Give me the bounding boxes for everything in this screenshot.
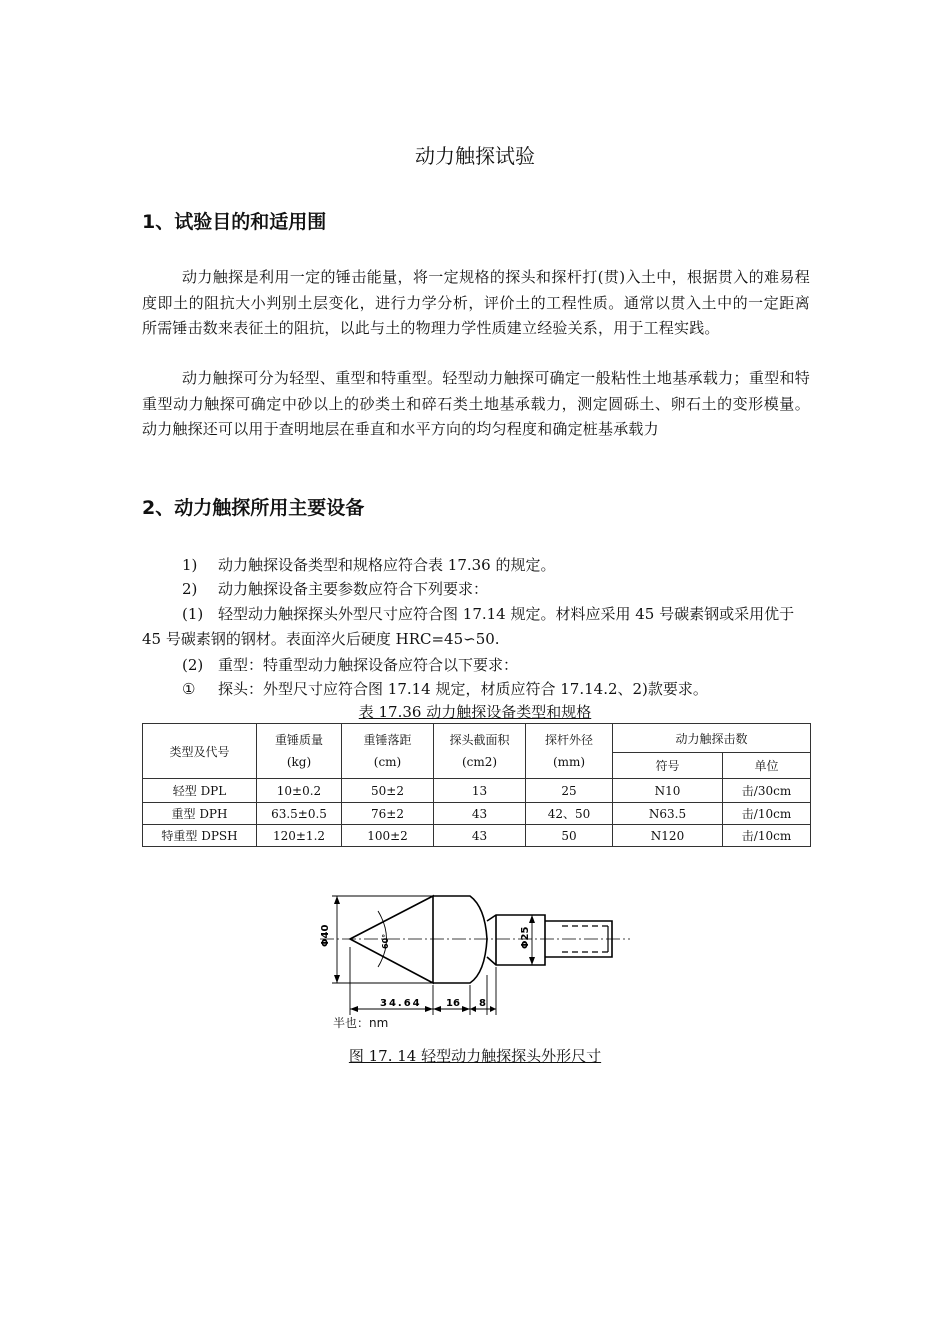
cell-type: 特重型 DPSH: [143, 825, 257, 847]
cell-type: 重型 DPH: [143, 803, 257, 825]
dim-length-2-label: 16: [446, 998, 460, 1009]
cell-area: 43: [434, 803, 526, 825]
list-item-number: (2): [182, 656, 204, 674]
cell-mass: 10±0.2: [257, 779, 342, 803]
cell-drop: 50±2: [342, 779, 434, 803]
header-mass: 重锤质量 (kg): [257, 724, 342, 779]
cell-symbol: N10: [613, 779, 723, 803]
header-diameter: 探杆外径 (mm): [526, 724, 613, 779]
list-item: [142, 653, 850, 678]
header-drop: 重锤落距 (cm): [342, 724, 434, 779]
section-1-paragraph-1: 动力触探是利用一定的锤击能量，将一定规格的探头和探杆打(贯)入土中，根据贯入的难易程度即土的阻抗大小判别土层变化，进行力学分析，评价土的工程性质。通常以贯入土中的一定距离所需锤击数来表征土的阻抗，以此与土的物理力学性质建立经验关系，用于工程实践。: [142, 268, 810, 337]
cell-diameter: 50: [526, 825, 613, 847]
cell-type: 轻型 DPL: [143, 779, 257, 803]
header-area: 探头截面积 (cm2): [434, 724, 526, 779]
list-item-number: 1): [182, 556, 198, 574]
list-item-text: 重型：特重型动力触探设备应符合以下要求：: [218, 656, 519, 674]
page-title: 动力触探试验: [415, 144, 535, 168]
list-item-text: 动力触探设备类型和规格应符合表 17.36 的规定。: [218, 556, 556, 574]
cell-mass: 63.5±0.5: [257, 803, 342, 825]
list-item-number: (1): [182, 605, 204, 623]
dim-angle-label: 60°: [381, 933, 390, 949]
cell-mass: 120±1.2: [257, 825, 342, 847]
section-2-heading: 2、动力触探所用主要设备: [142, 497, 365, 519]
equipment-spec-table: [142, 723, 811, 847]
header-blow-count: 动力触探击数: [613, 724, 811, 753]
list-item-text: 轻型动力触探探头外型尺寸应符合图 17.14 规定。材料应采用 45 号碳素钢或采用优于 45 号碳素钢的钢材。表面淬火后硬度 HRC=45∽50.: [142, 605, 795, 648]
cell-unit: 击/10cm: [723, 825, 811, 847]
list-item: [142, 577, 850, 602]
list-item: [142, 602, 810, 652]
list-item: [142, 677, 850, 702]
header-unit: 单位: [723, 753, 811, 779]
probe-cone-outline: [350, 896, 433, 983]
cell-area: 13: [434, 779, 526, 803]
figure-unit-note: 半也：nm: [333, 1016, 389, 1030]
cell-unit: 击/10cm: [723, 803, 811, 825]
cell-unit: 击/30cm: [723, 779, 811, 803]
table-row: [143, 825, 811, 847]
cell-symbol: N120: [613, 825, 723, 847]
cell-drop: 100±2: [342, 825, 434, 847]
cell-symbol: N63.5: [613, 803, 723, 825]
cell-drop: 76±2: [342, 803, 434, 825]
header-symbol: 符号: [613, 753, 723, 779]
list-item-text: 动力触探设备主要参数应符合下列要求：: [218, 580, 489, 598]
cell-area: 43: [434, 825, 526, 847]
dim-phi25-label: Φ25: [520, 926, 531, 949]
dim-length-1-label: 34.64: [380, 998, 422, 1009]
cell-diameter: 25: [526, 779, 613, 803]
cell-diameter: 42、50: [526, 803, 613, 825]
probe-body-outline: [433, 896, 487, 983]
dim-length-3-label: 8: [479, 998, 486, 1009]
table-row: [143, 779, 811, 803]
section-1-paragraph-2: 动力触探可分为轻型、重型和特重型。轻型动力触探可确定一般粘性土地基承载力；重型和特重型动力触探可确定中砂以上的砂类土和碎石类土地基承载力，测定圆砾土、卵石土的变形模量。动力触探还可以用于查明地层在垂直和水平方向的均匀程度和确定桩基承载力: [142, 369, 810, 438]
list-item-text: 探头：外型尺寸应符合图 17.14 规定，材质应符合 17.14.2、2)款要求。: [218, 680, 708, 698]
list-item: [142, 553, 850, 578]
list-item-number: ①: [182, 680, 196, 698]
header-type: 类型及代号: [143, 724, 257, 779]
table-caption: 表 17.36 动力触探设备类型和规格: [358, 703, 592, 721]
table-row: [143, 803, 811, 825]
dim-phi40-label: Φ40: [320, 924, 331, 947]
list-item-number: 2): [182, 580, 198, 598]
figure-caption: 图 17. 14 轻型动力触探探头外形尺寸: [348, 1047, 602, 1065]
section-1-heading: 1、试验目的和适用围: [142, 211, 327, 233]
probe-dimension-drawing: [300, 885, 640, 1020]
